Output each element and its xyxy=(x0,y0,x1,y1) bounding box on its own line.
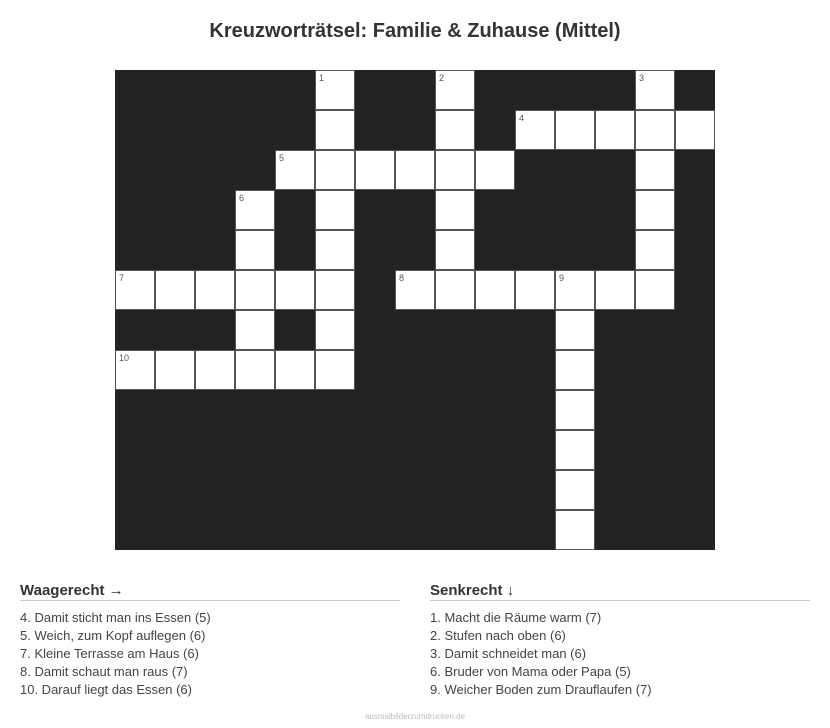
cell-number: 3 xyxy=(639,73,645,83)
crossword-cell[interactable] xyxy=(515,270,555,310)
clue-down-item: 2. Stufen nach oben (6) xyxy=(430,628,566,643)
crossword-cell[interactable] xyxy=(315,110,355,150)
cell-number: 5 xyxy=(279,153,285,163)
clue-across-item: 7. Kleine Terrasse am Haus (6) xyxy=(20,646,199,661)
cell-number: 4 xyxy=(519,113,525,123)
clues-across-heading xyxy=(20,582,400,601)
crossword-cell[interactable] xyxy=(315,350,355,390)
crossword-cell[interactable] xyxy=(315,270,355,310)
crossword-cell[interactable] xyxy=(235,310,275,350)
crossword-cell[interactable] xyxy=(435,110,475,150)
crossword-cell[interactable] xyxy=(555,310,595,350)
cell-number: 9 xyxy=(559,273,565,283)
crossword-cell[interactable] xyxy=(435,270,475,310)
crossword-cell[interactable] xyxy=(635,150,675,190)
crossword-cell[interactable] xyxy=(635,110,675,150)
clue-down-item: 9. Weicher Boden zum Drauflaufen (7) xyxy=(430,682,652,697)
crossword-cell[interactable] xyxy=(155,270,195,310)
crossword-cell[interactable] xyxy=(355,150,395,190)
crossword-cell[interactable] xyxy=(555,110,595,150)
clues-down-heading xyxy=(430,582,810,601)
crossword-cell[interactable] xyxy=(555,270,595,310)
crossword-cell[interactable] xyxy=(515,110,555,150)
crossword-cell[interactable] xyxy=(395,150,435,190)
crossword-cell[interactable] xyxy=(235,230,275,270)
crossword-cell[interactable] xyxy=(555,350,595,390)
clue-across-item: 5. Weich, zum Kopf auflegen (6) xyxy=(20,628,206,643)
cell-number: 8 xyxy=(399,273,405,283)
crossword-cell[interactable] xyxy=(115,270,155,310)
crossword-cell[interactable] xyxy=(315,150,355,190)
clue-down-item: 6. Bruder von Mama oder Papa (5) xyxy=(430,664,631,679)
cell-number: 6 xyxy=(239,193,245,203)
crossword-cell[interactable] xyxy=(555,470,595,510)
cell-number: 10 xyxy=(119,353,130,363)
crossword-cell[interactable] xyxy=(195,350,235,390)
crossword-cell[interactable] xyxy=(235,190,275,230)
crossword-cell[interactable] xyxy=(595,110,635,150)
crossword-cell[interactable] xyxy=(595,270,635,310)
clue-across-item: 4. Damit sticht man ins Essen (5) xyxy=(20,610,211,625)
page-title: Kreuzworträtsel: Familie & Zuhause (Mittel) xyxy=(209,20,621,42)
clue-across-item: 10. Darauf liegt das Essen (6) xyxy=(20,682,192,697)
crossword-cell[interactable] xyxy=(315,190,355,230)
clues-across xyxy=(20,582,400,699)
clues-down xyxy=(430,582,810,699)
crossword-cell[interactable] xyxy=(235,350,275,390)
clues-down-title: Senkrecht xyxy=(430,582,503,599)
crossword-cell[interactable] xyxy=(195,270,235,310)
footer-credit: ausmalbilderzumdrucken.de xyxy=(364,712,466,721)
crossword-grid xyxy=(115,70,715,550)
cell-number: 1 xyxy=(319,73,325,83)
crossword-cell[interactable] xyxy=(275,150,315,190)
crossword-cell[interactable] xyxy=(435,150,475,190)
crossword-cell[interactable] xyxy=(475,270,515,310)
crossword-cell[interactable] xyxy=(115,350,155,390)
crossword-cell[interactable] xyxy=(635,190,675,230)
crossword-cell[interactable] xyxy=(675,110,715,150)
crossword-cell[interactable] xyxy=(635,270,675,310)
crossword-cell[interactable] xyxy=(275,350,315,390)
clue-down-item: 1. Macht die Räume warm (7) xyxy=(430,610,602,625)
clues-across-title: Waagerecht xyxy=(20,582,105,599)
arrow-down-icon: ↓ xyxy=(506,582,515,599)
crossword-cell[interactable] xyxy=(235,270,275,310)
clue-across-item: 8. Damit schaut man raus (7) xyxy=(20,664,188,679)
crossword-cell[interactable] xyxy=(315,70,355,110)
crossword-cell[interactable] xyxy=(435,190,475,230)
arrow-right-icon: → xyxy=(108,582,124,599)
crossword-cell[interactable] xyxy=(315,230,355,270)
crossword-cell[interactable] xyxy=(555,390,595,430)
crossword-cell[interactable] xyxy=(315,310,355,350)
crossword-cell[interactable] xyxy=(155,350,195,390)
crossword-cell[interactable] xyxy=(395,270,435,310)
crossword-cell[interactable] xyxy=(275,270,315,310)
crossword-cell[interactable] xyxy=(555,430,595,470)
crossword-cell[interactable] xyxy=(555,510,595,550)
crossword-cell[interactable] xyxy=(435,70,475,110)
crossword-cell[interactable] xyxy=(635,230,675,270)
cell-number: 7 xyxy=(119,273,125,283)
crossword-cell[interactable] xyxy=(435,230,475,270)
crossword-cell[interactable] xyxy=(635,70,675,110)
clue-down-item: 3. Damit schneidet man (6) xyxy=(430,646,587,661)
crossword-cell[interactable] xyxy=(475,150,515,190)
cell-number: 2 xyxy=(439,73,445,83)
